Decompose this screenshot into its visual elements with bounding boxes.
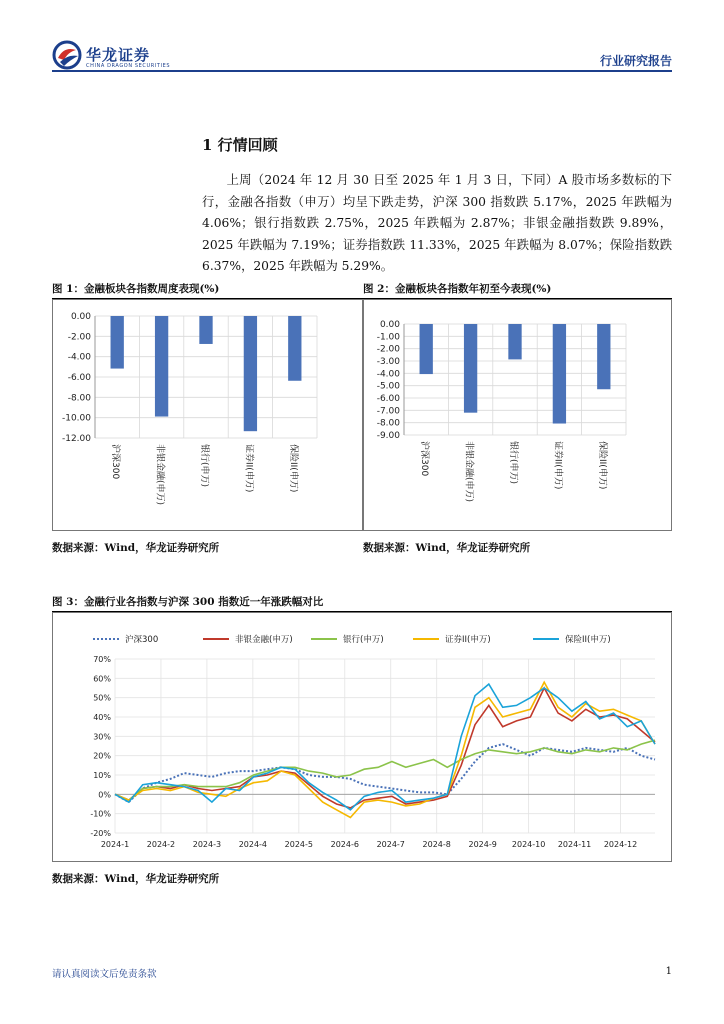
legend-label: 银行(申万) [343, 635, 384, 645]
report-type-label: 行业研究报告 [599, 54, 672, 68]
market-review-paragraph: 上周（2024 年 12 月 30 日至 2025 年 1 月 3 日，下同）A 股市场多数标的下行，金融各指数（申万）均呈下跌走势，沪深 300 指数跌 5.17%，2025 年跌幅为 4.06%；银行指数跌 2.75%，2025 年跌幅为 2.87%；非银金融指数跌 9.89%，2025 年跌幅为 7.19%；证券指数跌 11.33%，2025 年跌幅为 8.07%；保险指数跌 6.37%，2025 年跌幅为 5.29%。 [202, 173, 672, 273]
y-tick-label: 30% [93, 732, 111, 742]
figure3-panel [52, 612, 672, 862]
y-tick-label: 0.00 [70, 312, 91, 322]
x-tick-label: 2024-6 [330, 840, 359, 849]
y-tick-label: -8.00 [376, 418, 400, 429]
y-tick-label: -20% [90, 829, 111, 838]
brand-name: 华龙证券 [86, 46, 151, 64]
legend-label: 保险II(申万) [565, 635, 611, 645]
y-tick-label: 10% [93, 771, 111, 780]
y-tick-label: -2.00 [67, 332, 91, 343]
y-tick-label: -5.00 [376, 381, 400, 392]
y-tick-label: -10.00 [61, 413, 91, 424]
bar [464, 324, 477, 413]
x-tick-label: 2024-7 [376, 840, 405, 849]
legend-label: 非银金融(申万) [235, 635, 293, 645]
y-tick-label: -10% [90, 809, 111, 819]
x-tick-label: 2024-12 [603, 840, 638, 849]
y-tick-label: -4.00 [67, 352, 91, 363]
figure1-panel [52, 299, 363, 531]
x-tick-label: 2024-8 [422, 840, 451, 849]
category-label: 非银金融(申万) [154, 444, 165, 506]
y-tick-label: -7.00 [376, 406, 400, 417]
bar [244, 316, 257, 431]
figure2-panel [363, 299, 672, 531]
category-label: 证券II(申万) [243, 444, 254, 493]
y-tick-label: -1.00 [376, 332, 400, 343]
bar [155, 316, 168, 417]
header-divider [52, 70, 672, 72]
x-tick-label: 2024-9 [468, 840, 497, 849]
section-title: 1 行情回顾 [202, 136, 278, 154]
y-tick-label: -9.00 [376, 431, 400, 441]
figure1-source: 数据来源：Wind，华龙证券研究所 [52, 542, 220, 554]
figure3-source: 数据来源：Wind，华龙证券研究所 [52, 873, 220, 885]
category-label: 沪深300 [110, 444, 121, 480]
bar [553, 324, 566, 424]
y-tick-label: 0.00 [379, 320, 400, 330]
page-number: 1 [665, 966, 672, 977]
figure3-caption: 图 3：金融行业各指数与沪深 300 指数近一年涨跌幅对比 [52, 596, 324, 608]
category-label: 沪深300 [419, 441, 430, 477]
bar [508, 324, 521, 359]
y-tick-label: -6.00 [67, 373, 91, 383]
y-tick-label: -12.00 [61, 434, 91, 444]
category-label: 保险II(申万) [596, 441, 607, 490]
bar [288, 316, 301, 381]
category-label: 非银金融(申万) [463, 441, 474, 503]
y-tick-label: 0% [98, 790, 111, 800]
y-tick-label: -8.00 [67, 393, 91, 404]
category-label: 证券II(申万) [552, 441, 563, 490]
figure1-bar-chart [53, 300, 362, 530]
y-tick-label: 50% [93, 693, 111, 703]
x-tick-label: 2024-4 [238, 840, 268, 849]
category-label: 银行(申万) [199, 444, 209, 488]
y-tick-label: -2.00 [376, 344, 400, 355]
disclaimer-note: 请认真阅读文后免责条款 [52, 969, 157, 980]
x-tick-label: 2024-2 [146, 840, 176, 849]
bar [597, 324, 610, 389]
bar [111, 316, 124, 369]
category-label: 银行(申万) [508, 441, 518, 485]
figure2-source: 数据来源：Wind，华龙证券研究所 [363, 542, 531, 554]
legend-label: 沪深300 [125, 635, 159, 645]
x-tick-label: 2024-3 [192, 840, 222, 849]
figure2-bar-chart [364, 300, 671, 530]
legend-label: 证券II(申万) [445, 635, 491, 645]
brand-name-en: CHINA DRAGON SECURITIES [86, 63, 171, 69]
y-tick-label: 60% [93, 674, 111, 684]
figure3-line-chart [53, 613, 671, 861]
y-tick-label: -3.00 [376, 357, 400, 367]
y-tick-label: 40% [93, 713, 111, 722]
y-tick-label: 70% [93, 655, 111, 664]
company-logo [52, 40, 82, 70]
category-label: 保险II(申万) [287, 444, 298, 493]
y-tick-label: 20% [93, 751, 111, 761]
x-tick-label: 2024-1 [100, 840, 130, 849]
x-tick-label: 2024-5 [284, 840, 314, 849]
y-tick-label: -6.00 [376, 394, 400, 404]
x-tick-label: 2024-11 [557, 840, 592, 849]
figure1-caption: 图 1：金融板块各指数周度表现(%) [52, 283, 220, 295]
y-tick-label: -4.00 [376, 369, 400, 380]
bar [199, 316, 212, 344]
bar [420, 324, 433, 374]
figure2-caption: 图 2：金融板块各指数年初至今表现(%) [363, 283, 552, 295]
x-tick-label: 2024-10 [511, 840, 546, 849]
